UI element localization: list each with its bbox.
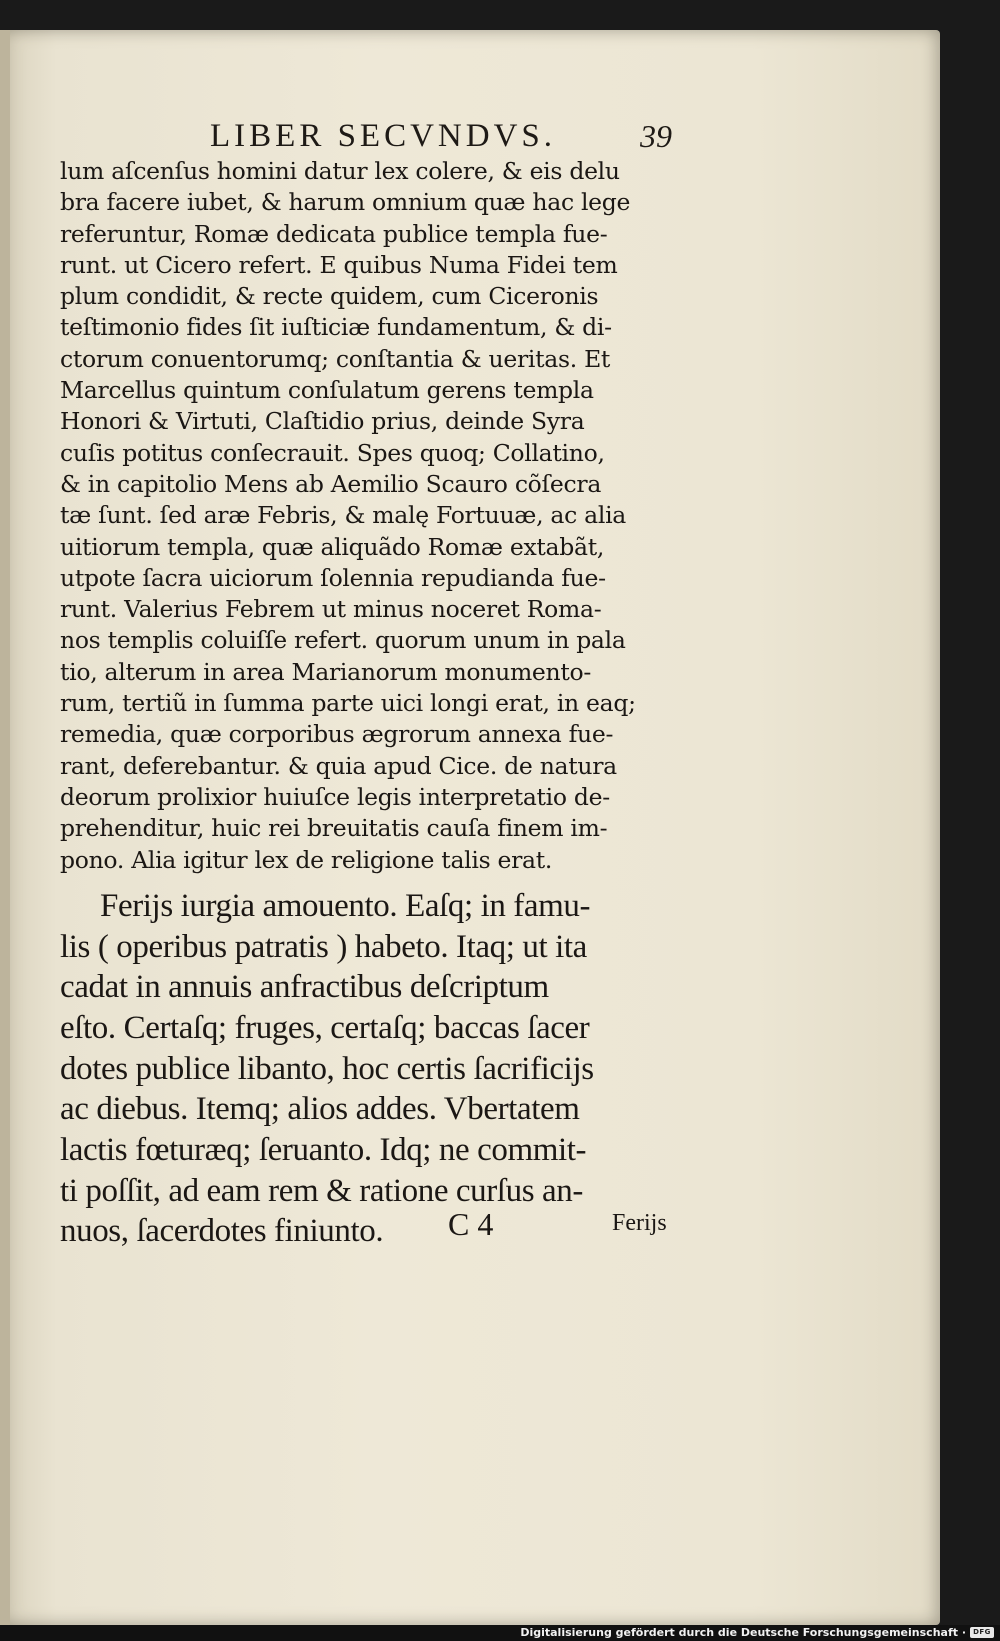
text-line: teſtimonio fides ſit iuſticiæ fundamentum, & di- xyxy=(60,313,612,342)
text-line: Marcellus quintum conſulatum gerens templa xyxy=(60,376,594,405)
law-paragraph xyxy=(60,886,720,1252)
law-line: ti poſſit, ad eam rem & ratione curſus an- xyxy=(60,1172,583,1209)
page-header xyxy=(210,118,730,154)
text-line: nos templis coluiſſe refert. quorum unum in pala xyxy=(60,626,626,655)
text-line: cuſis potitus conſecrauit. Spes quoq; Collatino, xyxy=(60,438,605,467)
body-text xyxy=(60,156,720,1252)
text-line: runt. ut Cicero refert. E quibus Numa Fidei tem xyxy=(60,250,618,279)
text-line: plum condidit, & recte quidem, cum Ciceronis xyxy=(60,282,599,311)
text-line: bra facere iubet, & harum omnium quæ hac lege xyxy=(60,188,631,217)
text-line: tæ ſunt. ſed aræ Febris, & malę Fortuuæ, ac alia xyxy=(60,501,627,530)
catchword: Ferijs xyxy=(612,1210,667,1236)
text-line: tio, alterum in area Marianorum monumento- xyxy=(60,657,591,686)
law-line: lactis fœturæq; ſeruanto. Idq; ne commit- xyxy=(60,1131,587,1168)
law-line: cadat in annuis anfractibus deſcriptum xyxy=(60,969,549,1006)
text-line: & in capitolio Mens ab Aemilio Scauro cõſecra xyxy=(60,469,602,498)
credit-text: Digitalisierung gefördert durch die Deutsche Forschungsgemeinschaft · xyxy=(520,1626,966,1639)
law-line: dotes publice libanto, hoc certis ſacrificijs xyxy=(60,1050,594,1087)
text-line: remedia, quæ corporibus ægrorum annexa fue- xyxy=(60,720,614,749)
dfg-logo-icon: DFG xyxy=(970,1627,994,1638)
text-line: ctorum conuentorumq; conſtantia & ueritas. Et xyxy=(60,344,611,373)
text-line: pono. Alia igitur lex de religione talis erat. xyxy=(60,845,553,874)
law-line: Ferijs iurgia amouento. Eaſq; in famu- xyxy=(100,887,591,924)
text-line: uitiorum templa, quæ aliquãdo Romæ extabãt, xyxy=(60,532,605,561)
text-line: deorum prolixior huiuſce legis interpretatio de- xyxy=(60,782,610,811)
law-line: ac diebus. Itemq; alios addes. Vbertatem xyxy=(60,1091,580,1128)
law-line: eſto. Certaſq; fruges, certaſq; baccas ſacer xyxy=(60,1009,590,1046)
text-line: utpote ſacra uiciorum ſolennia repudianda fue- xyxy=(60,563,606,592)
text-line: rum, tertiũ in ſumma parte uici longi erat, in eaq; xyxy=(60,689,636,718)
page-footer xyxy=(0,1206,940,1246)
text-line: prehenditur, huic rei breuitatis cauſa finem im- xyxy=(60,814,608,843)
law-line: lis ( operibus patratis ) habeto. Itaq; ut ita xyxy=(60,928,587,965)
text-line: Honori & Virtuti, Claſtidio prius, deinde Syra xyxy=(60,407,585,436)
signature-mark: C 4 xyxy=(448,1206,494,1242)
text-line: referuntur, Romæ dedicata publice templa fue- xyxy=(60,219,608,248)
folio-number: 39 xyxy=(640,118,672,154)
text-line: runt. Valerius Febrem ut minus noceret Roma- xyxy=(60,595,602,624)
running-head: LIBER SECVNDVS. xyxy=(210,118,557,154)
law-line: nuos, ſacerdotes finiunto. xyxy=(60,1213,384,1250)
text-line: rant, deferebantur. & quia apud Cice. de natura xyxy=(60,751,617,780)
text-line: lum aſcenſus homini datur lex colere, & eis delu xyxy=(60,157,620,185)
page-edge xyxy=(0,30,10,1625)
credit-bar xyxy=(0,1625,1000,1641)
commentary-paragraph xyxy=(60,156,720,876)
